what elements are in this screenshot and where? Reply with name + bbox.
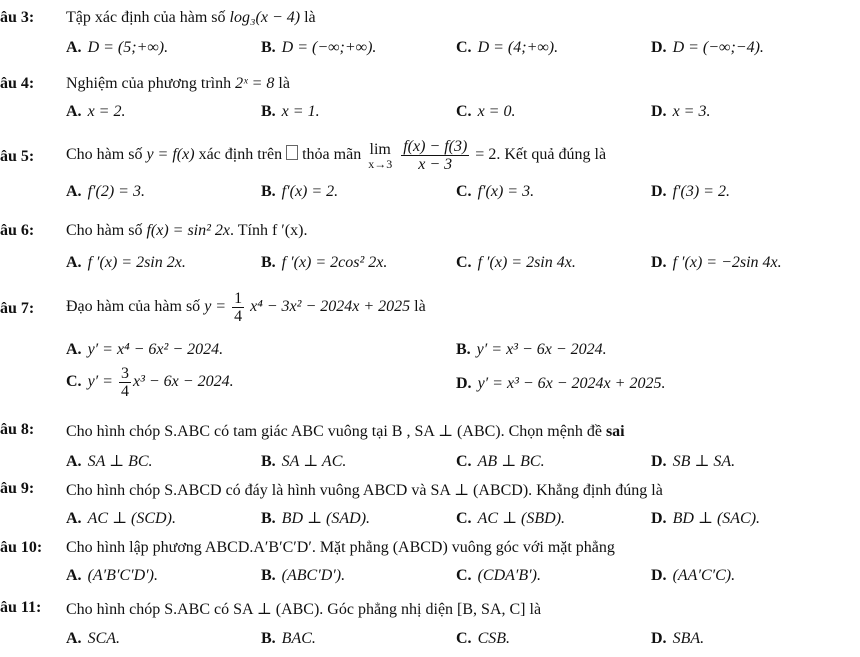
option-a[interactable]: A. (A′B′C′D′). (66, 567, 158, 584)
option-b[interactable]: B. x = 1. (261, 103, 320, 120)
option-c[interactable]: C. y′ = $\frac{3}{4}$ x³ − 6x − 2024. (66, 365, 234, 400)
question-7 (0, 290, 858, 330)
question-stem: Cho hình chóp S.ABC có SA ⊥ (ABC). Góc phẳng nhị diện [B, SA, C] là (66, 601, 542, 618)
question-stem: Cho hình chóp S.ABC có tam giác ABC vuông tại B , SA ⊥ (ABC). Chọn mệnh đề sai (66, 423, 625, 440)
option-d[interactable]: D. BD ⊥ (SAC). (651, 510, 761, 527)
options-9 (0, 505, 858, 531)
option-c[interactable]: C. CSB. (456, 630, 511, 647)
options-6 (0, 251, 858, 277)
options-7-row-2 (0, 365, 858, 405)
option-d[interactable]: D. (AA′C′C). (651, 567, 736, 584)
option-a[interactable]: A. f ′(x) = 2sin 2x. (66, 254, 186, 271)
question-stem: Cho hàm số f(x) = sin² 2x. Tính f ′(x). (66, 222, 308, 239)
question-11 (0, 596, 858, 622)
question-stem: Đạo hàm của hàm số y = $\frac{1}{4}$ x⁴ − 3x² − 2024x + 2025 là (66, 290, 426, 325)
option-b[interactable]: B. f ′(x) = 2cos² 2x. (261, 254, 388, 271)
option-c[interactable]: C. D = (4;+∞). (456, 39, 559, 56)
option-a[interactable]: A. D = (5;+∞). (66, 39, 169, 56)
question-stem: Cho hàm số y = f(x) xác định trên thỏa mãn lim x→3 $\frac{f(x) - f(3)}{x - 3}$ = 2. Kết quả đúng là (66, 138, 607, 173)
question-label: âu 6: (0, 222, 35, 239)
option-a[interactable]: A. f′(2) = 3. (66, 183, 145, 200)
question-stem: Nghiệm của phương trình 2ˣ = 8 là (66, 75, 290, 92)
option-c[interactable]: C. AB ⊥ BC. (456, 453, 545, 470)
option-d[interactable]: D. SBA. (651, 630, 705, 647)
option-b[interactable]: B. y′ = x³ − 6x − 2024. (456, 341, 607, 358)
option-b[interactable]: B. BAC. (261, 630, 316, 647)
coefficient-fraction: $\frac{1}{4}$ (234, 290, 243, 325)
option-b[interactable]: B. SA ⊥ AC. (261, 453, 347, 470)
option-b[interactable]: B. (ABC′D′). (261, 567, 346, 584)
option-d[interactable]: D. f′(3) = 2. (651, 183, 730, 200)
options-5 (0, 180, 858, 206)
option-d[interactable]: D. SB ⊥ SA. (651, 453, 736, 470)
question-10 (0, 536, 858, 562)
option-d[interactable]: D. y′ = x³ − 6x − 2024x + 2025. (456, 375, 666, 392)
option-b[interactable]: B. BD ⊥ (SAD). (261, 510, 371, 527)
question-8 (0, 418, 858, 444)
limit-expression: lim x→3 (368, 140, 393, 171)
question-label: âu 5: (0, 148, 35, 165)
options-4 (0, 100, 858, 126)
question-label: âu 8: (0, 421, 35, 438)
option-b[interactable]: B. f′(x) = 2. (261, 183, 339, 200)
question-label: âu 10: (0, 539, 43, 556)
question-3 (0, 6, 858, 32)
question-5 (0, 138, 858, 178)
option-d[interactable]: D. f ′(x) = −2sin 4x. (651, 254, 782, 271)
option-a[interactable]: A. AC ⊥ (SCD). (66, 510, 176, 527)
option-c[interactable]: C. AC ⊥ (SBD). (456, 510, 566, 527)
real-numbers-symbol-icon (286, 145, 298, 160)
option-c[interactable]: C. f ′(x) = 2sin 4x. (456, 254, 576, 271)
option-a[interactable]: A. y′ = x⁴ − 6x² − 2024. (66, 341, 224, 358)
options-8 (0, 448, 858, 474)
question-6 (0, 219, 858, 245)
question-4 (0, 72, 858, 98)
question-stem: Cho hình lập phương ABCD.A′B′C′D′. Mặt phẳng (ABCD) vuông góc với mặt phẳng (66, 539, 615, 556)
options-7-row-1 (0, 338, 858, 364)
option-c[interactable]: C. f′(x) = 3. (456, 183, 535, 200)
option-a[interactable]: A. SCA. (66, 630, 121, 647)
question-label: âu 11: (0, 599, 42, 616)
option-a[interactable]: A. x = 2. (66, 103, 126, 120)
option-c[interactable]: C. (CDA′B′). (456, 567, 541, 584)
option-b[interactable]: B. D = (−∞;+∞). (261, 39, 377, 56)
limit-fraction: $\frac{f(x) - f(3)}{x - 3}$ (403, 138, 468, 173)
question-9 (0, 477, 858, 503)
coefficient-fraction: $\frac{3}{4}$ (120, 365, 129, 400)
options-11 (0, 627, 858, 653)
question-label: âu 7: (0, 300, 35, 317)
question-label: âu 9: (0, 480, 35, 497)
option-d[interactable]: D. x = 3. (651, 103, 711, 120)
question-label: âu 4: (0, 75, 35, 92)
options-3 (0, 36, 858, 62)
question-stem: Tập xác định của hàm số log₃(x − 4) là (66, 9, 316, 26)
option-d[interactable]: D. D = (−∞;−4). (651, 39, 764, 56)
question-stem: Cho hình chóp S.ABCD có đáy là hình vuông ABCD và SA ⊥ (ABCD). Khẳng định đúng là (66, 482, 663, 499)
option-a[interactable]: A. SA ⊥ BC. (66, 453, 153, 470)
options-10 (0, 564, 858, 590)
option-c[interactable]: C. x = 0. (456, 103, 516, 120)
question-label: âu 3: (0, 9, 35, 26)
